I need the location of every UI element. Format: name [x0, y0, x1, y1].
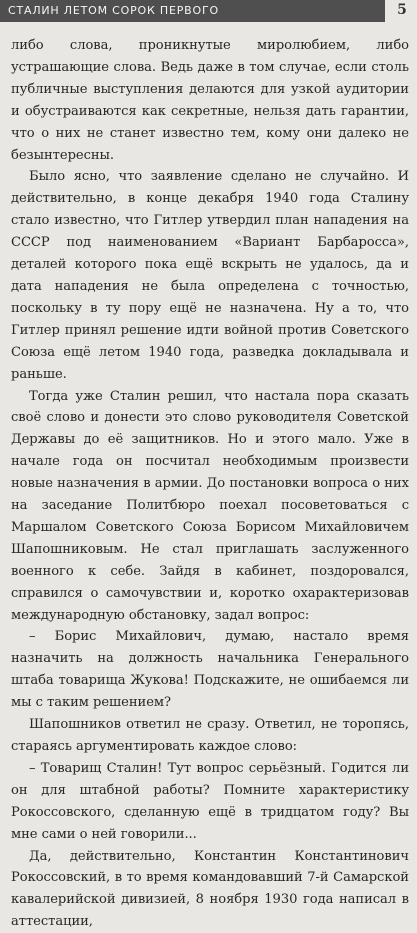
page-number: 5: [397, 2, 407, 18]
paragraph: Было ясно, что заявление сделано не случайно. И действительно, в конце декабря 1940 года Сталину стало известно, что Гитлер утвердил план нападения на СССР под наименованием «Вариант Барбаросса», деталей которого пока ещё вскрыть не удалось, да и дата нападения не была определена с точностью, поскольку в ту пору ещё не назначена. Ну а то, что Гитлер принял решение идти войной против Советского Союза ещё летом 1940 года, разведка докладывала и раньше.: [11, 169, 409, 382]
header-bar: [0, 0, 385, 22]
paragraph: Шапошников ответил не сразу. Ответил, не торопясь, стараясь аргументировать каждое слово:: [11, 717, 409, 754]
page-body-text: [11, 35, 409, 933]
running-title: СТАЛИН ЛЕТОМ СОРОК ПЕРВОГО: [8, 4, 219, 17]
dialogue-line: – Товарищ Сталин! Тут вопрос серьёзный. Годится ли он для штабной работы? Помните характеристику Рокоссовского, сделанную ещё в тридцатом году? Вы мне сами о ней говорили...: [11, 760, 409, 842]
paragraph: Да, действительно, Константин Константинович Рокоссовский, в то время командовавший 7-й Самарской кавалерийской дивизией, 8 ноября 1930 года написал в аттестации,: [11, 848, 409, 930]
paragraph-continuation: либо слова, проникнутые миролюбием, либо устрашающие слова. Ведь даже в том случае, если столь публичные выступления делаются для узкой аудитории и обустраиваются как секретные, нельзя дать гарантии, что о них не станет известно тем, кому они далеко не безынтересны.: [11, 38, 409, 163]
dialogue-line: – Борис Михайлович, думаю, настало время назначить на должность начальника Генерального штаба товарища Жукова! Подскажите, не ошибаемся ли мы с таким решением?: [11, 629, 409, 711]
running-header: [0, 0, 417, 29]
paragraph: Тогда уже Сталин решил, что настала пора сказать своё слово и донести это слово руководителя Советской Державы до её защитников. Но и этого мало. Уже в начале года он посчитал необходимым произвести новые назначения в армии. До постановки вопроса о них на заседание Политбюро поехал посоветоваться с Маршалом Советского Союза Борисом Михайловичем Шапошниковым. Не стал приглашать заслуженного военного к себе. Зайдя в кабинет, поздоровался, справился о самочувствии и, коротко охарактеризовав международную обстановку, задал вопрос:: [11, 388, 409, 623]
